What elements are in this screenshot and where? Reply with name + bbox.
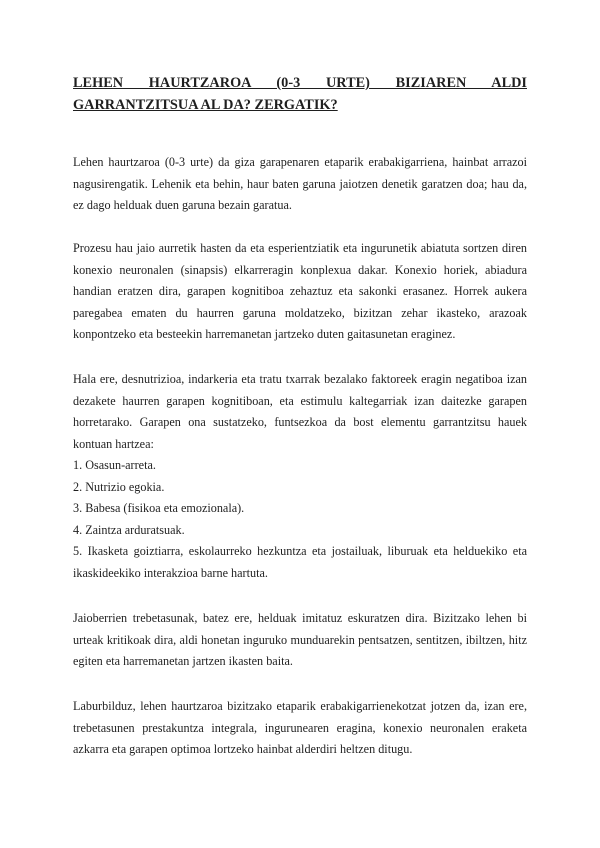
elements-list xyxy=(73,455,527,584)
paragraph-2: Prozesu hau jaio aurretik hasten da eta esperientziatik eta ingurunetik abiatuta sortzen diren konexio neuronalen (sinapsis) elkarreragin konplexua dakar. Konexio horiek, abiadura handian eratzen dira, garapen kognitiboa zehaztuz eta sakonki erasanez. Horrek aukera paregabea ematen du haurren garuna moldatzeko, bizitzan zehar ikasteko, arazoak konpontzeko eta besteekin harremanetan jartzeko duten gaitasunetan eraginez. xyxy=(73,241,527,341)
list-item: 3. Babesa (fisikoa eta emozionala). xyxy=(73,501,245,515)
paragraph-3: Hala ere, desnutrizioa, indarkeria eta tratu txarrak bezalako faktoreek eragin negatiboa izan dezakete haurren garapen kognitiboan, eta estimulu kaltegarriak izan daitezke garapen horretarako. Garapen ona sustatzeko, funtsezkoa da bost elementu garrantzitsu hauek kontuan hartzea: xyxy=(73,372,527,451)
list-item: 4. Zaintza arduratsuak. xyxy=(73,522,185,537)
list-item: 2. Nutrizio egokia. xyxy=(73,479,165,494)
list-item: 5. Ikasketa goiztiarra, eskolaurreko hezkuntza eta jostailuak, liburuak eta helduekiko eta ikaskideekiko interakzioa barne hartuta. xyxy=(73,544,527,580)
document-title xyxy=(73,72,527,116)
title-line-2: GARRANTZITSUA AL DA? ZERGATIK? xyxy=(73,97,338,113)
list-item: 1. Osasun-arreta. xyxy=(73,458,156,472)
paragraph-1: Lehen haurtzaroa (0-3 urte) da giza garapenaren etaparik erabakigarriena, hainbat arrazoi nagusirengatik. Lehenik eta behin, haur baten garuna jaiotzen denetik garatzen doa; hau da, ez dago helduak duen garuna bezain garatua. xyxy=(73,155,527,212)
paragraph-5: Laburbilduz, lehen haurtzaroa bizitzako etaparik erabakigarrienekotzat jotzen da, izan ere, trebetasunen prestakuntza integrala, ingurunearen eragina, konexio neuronalen eraketa azkarra eta garapen optimoa lortzeko hainbat alderdiri heltzen ditugu. xyxy=(73,699,527,756)
title-line-1: LEHEN HAURTZAROA (0-3 URTE) BIZIAREN ALDI xyxy=(73,75,527,91)
paragraph-4: Jaioberrien trebetasunak, batez ere, helduak imitatuz eskuratzen dira. Bizitzako lehen bi urteak kritikoak dira, aldi honetan inguruko munduarekin pentsatzen, sentitzen, ibiltzen, hitz egiten eta harremanetan jartzen ikasten baita. xyxy=(73,611,527,668)
